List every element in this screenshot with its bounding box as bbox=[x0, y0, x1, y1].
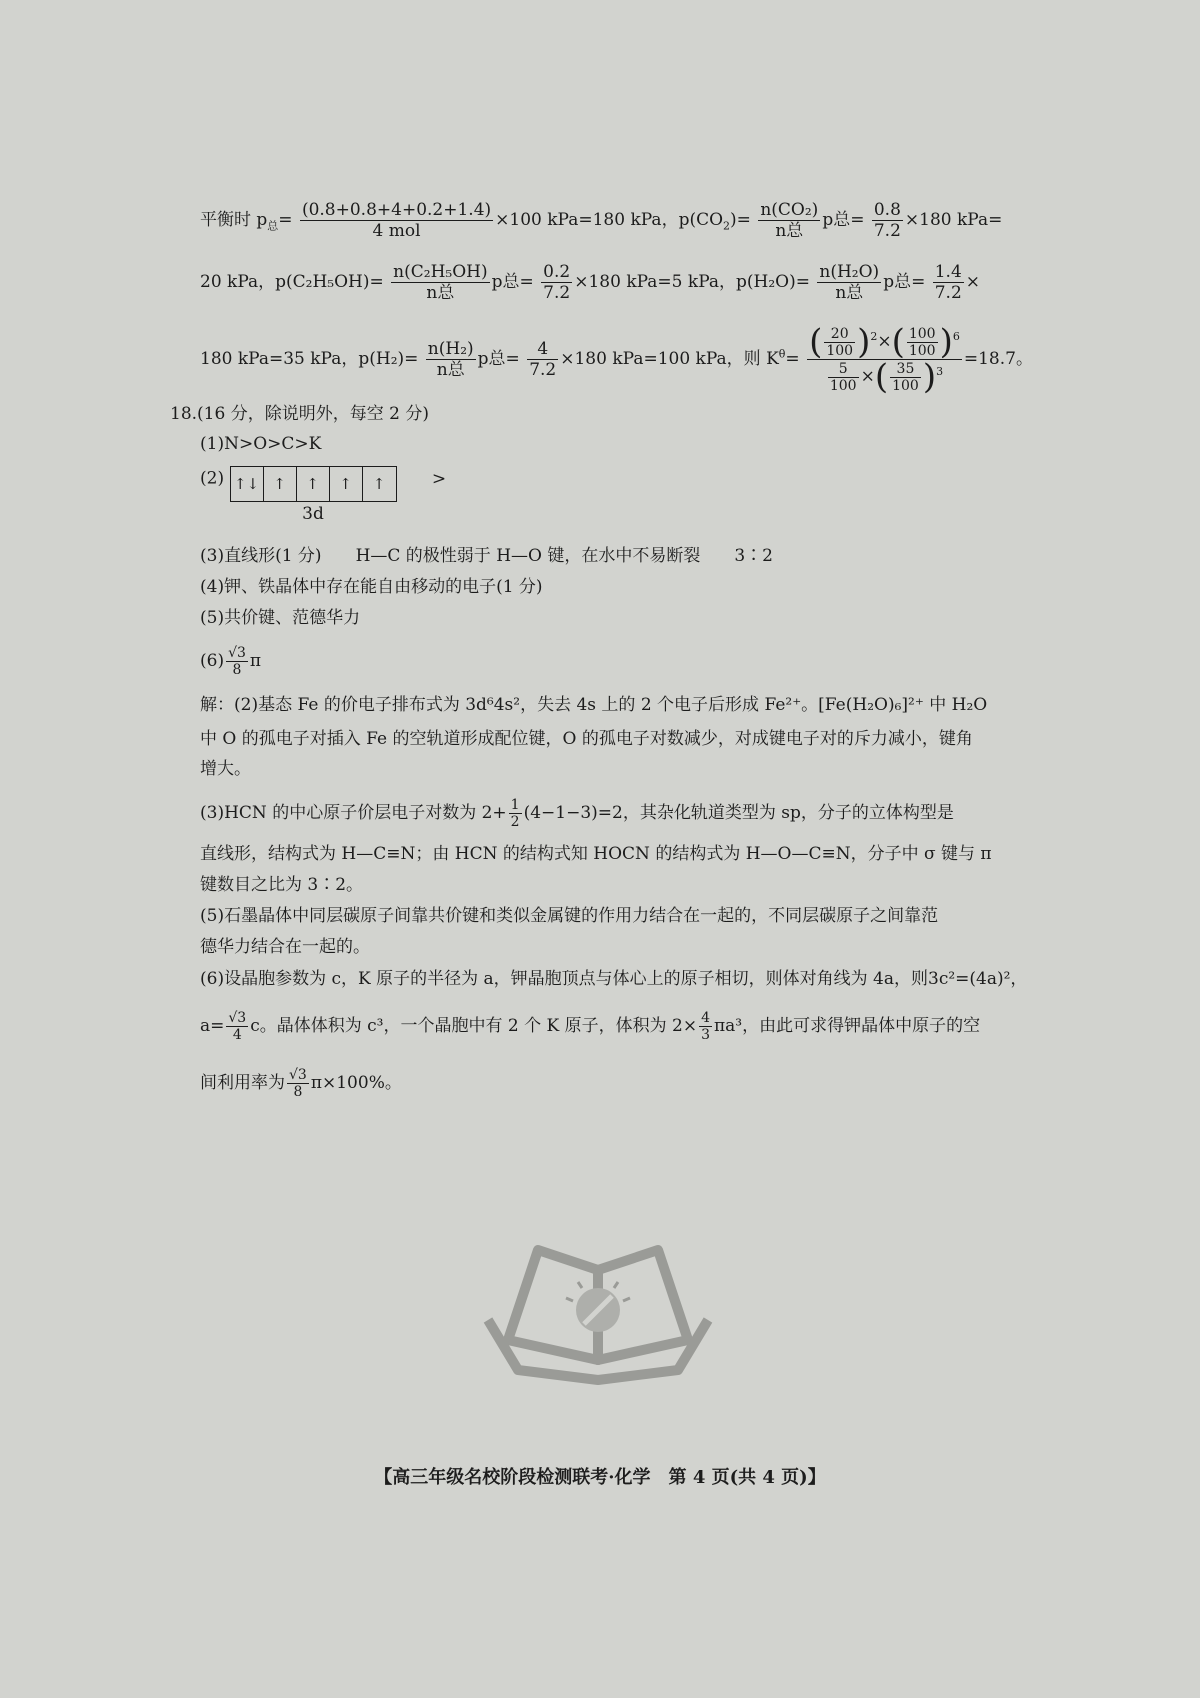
numerator: 0.2 bbox=[543, 262, 571, 282]
solution-line: (5)石墨晶体中同层碳原子间靠共价键和类似金属键的作用力结合在一起的，不同层碳原子之间靠范 bbox=[200, 906, 939, 926]
fraction bbox=[872, 200, 903, 241]
eq-text: ×100 kPa=180 kPa，p(CO bbox=[495, 210, 724, 230]
denominator: n总 bbox=[775, 221, 804, 241]
book-logo-icon bbox=[478, 1230, 718, 1390]
solution-line: 德华力结合在一起的。 bbox=[200, 937, 370, 957]
denominator: 4 mol bbox=[372, 221, 421, 241]
answer-4: (4)钾、铁晶体中存在能自由移动的电子(1 分) bbox=[200, 577, 543, 597]
fraction: $\frac{√3}{4}$ bbox=[228, 1010, 247, 1043]
numerator: n(H₂) bbox=[427, 339, 474, 359]
solution-line: 间利用率为 $\frac{√3}{8}$ π×100%。 bbox=[200, 1067, 402, 1100]
equation-line-3 bbox=[200, 322, 1033, 397]
comparison-sign: > bbox=[431, 468, 447, 489]
pi-symbol: π bbox=[249, 651, 262, 671]
denominator: n总 bbox=[436, 360, 465, 380]
orbital-box: ↑ bbox=[264, 467, 297, 501]
denominator: 7.2 bbox=[529, 360, 557, 380]
denominator: n总 bbox=[426, 283, 455, 303]
numerator: 0.8 bbox=[873, 200, 901, 220]
solution-line: a= $\frac{√3}{4}$ c。晶体体积为 c³，一个晶胞中有 2 个 K 原子，体积为 2× $\frac{4}{3}$ πa³，由此可求得钾晶体中原子的空 bbox=[200, 1010, 981, 1043]
solution-line: 解：(2)基态 Fe 的价电子排布式为 3d⁶4s²，失去 4s 上的 2 个电子后形成 Fe²⁺。[Fe(H₂O)₆]²⁺ 中 H₂O bbox=[200, 695, 988, 715]
eq-sup: θ bbox=[778, 347, 786, 361]
fraction bbox=[541, 262, 572, 303]
answer-3: (3)直线形(1 分) H—C 的极性弱于 H—O 键，在水中不易断裂 3∶2 bbox=[200, 546, 774, 566]
numerator: n(C₂H₅OH) bbox=[393, 262, 488, 282]
numerator: 4 bbox=[527, 339, 558, 360]
orbital-box: ↑ bbox=[297, 467, 330, 501]
eq-text: p总= bbox=[883, 272, 926, 292]
solution-line: (6)设晶胞参数为 c，K 原子的半径为 a，钾晶胞顶点与体心上的原子相切，则体对角线为 4a，则3c²=(4a)²， bbox=[200, 969, 1028, 989]
page-footer: 【高三年级名校阶段检测联考·化学 第 4 页(共 4 页)】 bbox=[374, 1467, 826, 1488]
eq-sub: 总 bbox=[267, 219, 279, 233]
denominator: 7.2 bbox=[873, 221, 901, 241]
solution-line: 增大。 bbox=[200, 759, 251, 779]
numerator: n(H₂O) bbox=[819, 262, 880, 282]
fraction: $\frac{√3}{8}$ bbox=[289, 1067, 307, 1100]
k-denominator: $\frac{5}{100}$ ×( $\frac{35}{100}$ )$^3$ bbox=[829, 357, 944, 397]
answer-5: (5)共价键、范德华力 bbox=[200, 608, 361, 628]
k-fraction bbox=[807, 322, 962, 397]
eq-text: )= bbox=[730, 210, 751, 230]
eq-text: p总= bbox=[491, 272, 534, 292]
equation-line-1: 平衡时 $p_总=$ $\frac{(0.8+0.8+4+0.2+1.4)}{\text{4 mol}}$ ×100 kPa=180 kPa，$p(CO_2)=$ $\frac{\text{n(CO₂)}}{\text{n总}}$ p总= $\frac{0.8}{7.2}$ ×180 kPa= bbox=[200, 200, 1003, 241]
eq-text: p总= bbox=[477, 349, 520, 369]
k-numerator: ( $\frac{20}{100}$ )$^2$×( $\frac{100}{100}$ )$^6$ bbox=[809, 322, 960, 362]
eq-text: =18.7。 bbox=[963, 349, 1033, 369]
orbital-diagram bbox=[230, 466, 397, 502]
fraction bbox=[391, 262, 489, 303]
question-header: 18.(16 分，除说明外，每空 2 分) bbox=[170, 404, 429, 424]
orbital-label: 3d bbox=[302, 504, 324, 524]
denominator: 7.2 bbox=[543, 283, 571, 303]
solution-line: 中 O 的孤电子对插入 Fe 的空轨道形成配位键，O 的孤电子对数减少，对成键电子对的斥力减小，键角 bbox=[200, 729, 973, 749]
orbital-box: ↑↓ bbox=[231, 467, 264, 501]
solution-line: (3)HCN 的中心原子价层电子对数为 2+ $\frac{1}{2}$ (4−1−3)=2，其杂化轨道类型为 sp，分子的立体构型是 bbox=[200, 797, 954, 830]
answer-label: (2) bbox=[200, 468, 225, 489]
eq-text: 平衡时 p bbox=[200, 210, 268, 230]
orbital-box: ↑ bbox=[330, 467, 363, 501]
fraction bbox=[527, 339, 558, 380]
fraction: $\frac{4}{3}$ bbox=[701, 1010, 710, 1043]
fraction: $\frac{√3}{8}$ bbox=[228, 645, 246, 678]
eq-text: = bbox=[278, 210, 293, 230]
fraction bbox=[426, 339, 476, 380]
answer-6 bbox=[200, 645, 261, 678]
eq-text: ×180 kPa=100 kPa，则 K bbox=[560, 349, 779, 369]
fraction bbox=[933, 262, 964, 303]
fraction bbox=[817, 262, 881, 303]
eq-text: × bbox=[965, 272, 981, 292]
orbital-box: ↑ bbox=[372, 475, 386, 493]
eq-text: ×180 kPa= bbox=[904, 210, 1003, 230]
fraction: $\frac{1}{2}$ bbox=[510, 797, 520, 830]
eq-text: ×180 kPa=5 kPa，p(H₂O)= bbox=[574, 272, 810, 292]
denominator: 7.2 bbox=[934, 283, 962, 303]
answer-2 bbox=[200, 466, 446, 526]
numerator: (0.8+0.8+4+0.2+1.4) bbox=[301, 200, 492, 220]
numerator: n(CO₂) bbox=[760, 200, 819, 220]
equation-line-2 bbox=[200, 262, 980, 303]
denominator: n总 bbox=[835, 283, 864, 303]
fraction bbox=[758, 200, 820, 241]
solution-line: 直线形，结构式为 H—C≡N；由 HCN 的结构式知 HOCN 的结构式为 H—O—C≡N，分子中 σ 键与 π bbox=[200, 844, 992, 864]
solution-line: 键数目之比为 3∶2。 bbox=[200, 875, 364, 895]
eq-text: 180 kPa=35 kPa，p(H₂)= bbox=[200, 349, 419, 369]
fraction bbox=[300, 200, 493, 241]
eq-text: 20 kPa，p(C₂H₅OH)= bbox=[200, 272, 384, 292]
numerator: 1.4 bbox=[934, 262, 962, 282]
eq-text: = bbox=[785, 349, 800, 369]
eq-text: p总= bbox=[822, 210, 865, 230]
answer-1: (1)N>O>C>K bbox=[200, 434, 322, 454]
answer-label: (6) bbox=[200, 651, 225, 671]
